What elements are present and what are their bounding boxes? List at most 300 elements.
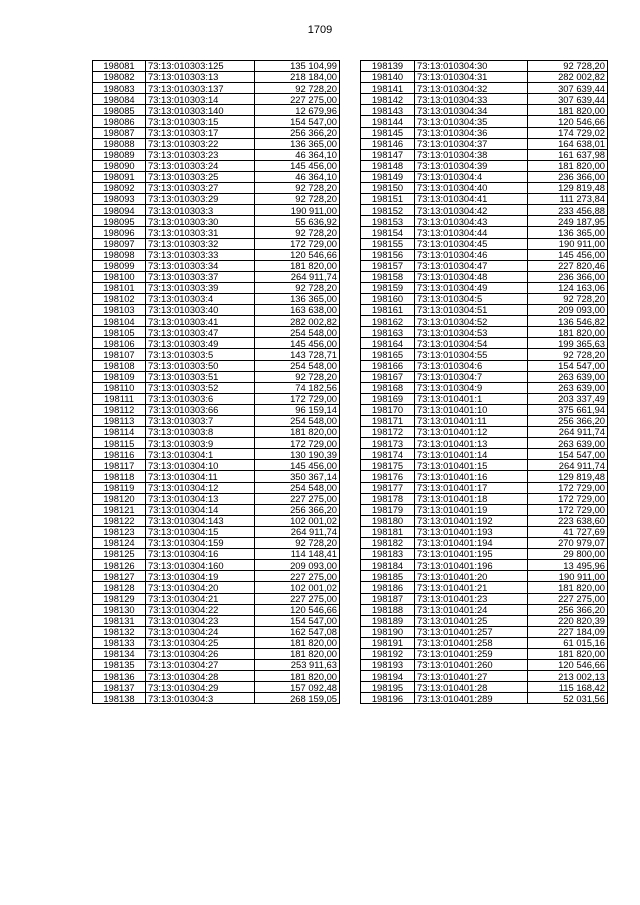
- row-number-cell: 198114: [93, 427, 146, 438]
- value-cell: 154 547,00: [528, 449, 608, 460]
- row-number-cell: 198157: [361, 260, 415, 271]
- table-row: [361, 671, 608, 682]
- value-cell: 263 639,00: [528, 382, 608, 393]
- value-cell: 41 727,69: [528, 526, 608, 537]
- value-cell: 227 275,00: [255, 94, 340, 105]
- value-cell: 209 093,00: [255, 560, 340, 571]
- table-row: [361, 271, 608, 282]
- cadastral-number-cell: 73:13:010303:15: [146, 116, 255, 127]
- value-cell: 172 729,00: [255, 238, 340, 249]
- cadastral-number-cell: 73:13:010304:15: [146, 526, 255, 537]
- value-cell: 102 001,02: [255, 582, 340, 593]
- value-cell: 161 637,98: [528, 149, 608, 160]
- cadastral-number-cell: 73:13:010304:21: [146, 593, 255, 604]
- value-cell: 61 015,16: [528, 637, 608, 648]
- value-cell: 236 366,00: [528, 171, 608, 182]
- table-row: [361, 549, 608, 560]
- row-number-cell: 198165: [361, 349, 415, 360]
- row-number-cell: 198160: [361, 293, 415, 304]
- row-number-cell: 198109: [93, 371, 146, 382]
- value-cell: 263 639,00: [528, 371, 608, 382]
- row-number-cell: 198145: [361, 127, 415, 138]
- table-row: [361, 538, 608, 549]
- row-number-cell: 198152: [361, 205, 415, 216]
- cadastral-number-cell: 73:13:010304:1: [146, 449, 255, 460]
- row-number-cell: 198184: [361, 560, 415, 571]
- table-row: [361, 682, 608, 693]
- value-cell: 190 911,00: [528, 571, 608, 582]
- cadastral-number-cell: 73:13:010401:12: [415, 427, 528, 438]
- cadastral-number-cell: 73:13:010304:10: [146, 460, 255, 471]
- row-number-cell: 198138: [93, 693, 146, 704]
- cadastral-number-cell: 73:13:010304:12: [146, 482, 255, 493]
- cadastral-number-cell: 73:13:010304:11: [146, 471, 255, 482]
- row-number-cell: 198182: [361, 538, 415, 549]
- cadastral-number-cell: 73:13:010401:14: [415, 449, 528, 460]
- row-number-cell: 198192: [361, 648, 415, 659]
- table-row: [361, 626, 608, 637]
- table-row: [93, 382, 340, 393]
- cadastral-number-cell: 73:13:010303:29: [146, 194, 255, 205]
- value-cell: 209 093,00: [528, 305, 608, 316]
- row-number-cell: 198164: [361, 338, 415, 349]
- table-row: [93, 515, 340, 526]
- cadastral-number-cell: 73:13:010304:25: [146, 637, 255, 648]
- cadastral-number-cell: 73:13:010304:34: [415, 105, 528, 116]
- cadastral-number-cell: 73:13:010303:31: [146, 227, 255, 238]
- value-cell: 55 636,92: [255, 216, 340, 227]
- value-cell: 163 638,00: [255, 305, 340, 316]
- row-number-cell: 198088: [93, 138, 146, 149]
- cadastral-number-cell: 73:13:010303:4: [146, 293, 255, 304]
- row-number-cell: 198181: [361, 526, 415, 537]
- table-row: [361, 493, 608, 504]
- cadastral-number-cell: 73:13:010401:20: [415, 571, 528, 582]
- value-cell: 154 547,00: [528, 360, 608, 371]
- cadastral-number-cell: 73:13:010401:23: [415, 593, 528, 604]
- cadastral-number-cell: 73:13:010303:24: [146, 160, 255, 171]
- row-number-cell: 198178: [361, 493, 415, 504]
- value-cell: 162 547,08: [255, 626, 340, 637]
- table-row: [361, 61, 608, 72]
- table-row: [361, 393, 608, 404]
- row-number-cell: 198106: [93, 338, 146, 349]
- cadastral-number-cell: 73:13:010304:32: [415, 83, 528, 94]
- table-row: [361, 693, 608, 704]
- cadastral-number-cell: 73:13:010304:5: [415, 293, 528, 304]
- value-cell: 92 728,20: [528, 293, 608, 304]
- row-number-cell: 198139: [361, 61, 415, 72]
- cadastral-number-cell: 73:13:010304:143: [146, 515, 255, 526]
- row-number-cell: 198098: [93, 249, 146, 260]
- value-cell: 172 729,00: [255, 393, 340, 404]
- row-number-cell: 198167: [361, 371, 415, 382]
- value-cell: 249 187,95: [528, 216, 608, 227]
- table-row: [93, 116, 340, 127]
- row-number-cell: 198115: [93, 438, 146, 449]
- value-cell: 120 546,66: [255, 249, 340, 260]
- value-cell: 227 275,00: [528, 593, 608, 604]
- cadastral-number-cell: 73:13:010304:35: [415, 116, 528, 127]
- row-number-cell: 198155: [361, 238, 415, 249]
- cadastral-number-cell: 73:13:010304:40: [415, 183, 528, 194]
- value-cell: 145 456,00: [255, 338, 340, 349]
- cadastral-number-cell: 73:13:010304:159: [146, 538, 255, 549]
- cadastral-number-cell: 73:13:010401:257: [415, 626, 528, 637]
- table-row: [93, 216, 340, 227]
- value-cell: 223 638,60: [528, 515, 608, 526]
- cadastral-number-cell: 73:13:010401:27: [415, 671, 528, 682]
- cadastral-number-cell: 73:13:010303:27: [146, 183, 255, 194]
- table-row: [93, 61, 340, 72]
- row-number-cell: 198085: [93, 105, 146, 116]
- row-number-cell: 198136: [93, 671, 146, 682]
- row-number-cell: 198105: [93, 327, 146, 338]
- cadastral-number-cell: 73:13:010303:33: [146, 249, 255, 260]
- value-cell: 120 546,66: [255, 604, 340, 615]
- cadastral-number-cell: 73:13:010303:34: [146, 260, 255, 271]
- table-row: [361, 615, 608, 626]
- table-row: [361, 293, 608, 304]
- table-row: [361, 127, 608, 138]
- cadastral-number-cell: 73:13:010303:22: [146, 138, 255, 149]
- row-number-cell: 198190: [361, 626, 415, 637]
- cadastral-number-cell: 73:13:010401:196: [415, 560, 528, 571]
- cadastral-number-cell: 73:13:010304:28: [146, 671, 255, 682]
- value-cell: 199 365,63: [528, 338, 608, 349]
- row-number-cell: 198143: [361, 105, 415, 116]
- table-row: [93, 416, 340, 427]
- value-cell: 154 547,00: [255, 116, 340, 127]
- row-number-cell: 198148: [361, 160, 415, 171]
- table-row: [361, 515, 608, 526]
- table-row: [361, 116, 608, 127]
- table-row: [361, 205, 608, 216]
- cadastral-number-cell: 73:13:010303:40: [146, 305, 255, 316]
- table-row: [93, 449, 340, 460]
- row-number-cell: 198113: [93, 416, 146, 427]
- cadastral-number-cell: 73:13:010303:37: [146, 271, 255, 282]
- value-cell: 181 820,00: [255, 671, 340, 682]
- cadastral-number-cell: 73:13:010304:41: [415, 194, 528, 205]
- value-cell: 130 190,39: [255, 449, 340, 460]
- row-number-cell: 198099: [93, 260, 146, 271]
- table-row: [361, 593, 608, 604]
- row-number-cell: 198170: [361, 404, 415, 415]
- row-number-cell: 198090: [93, 160, 146, 171]
- value-cell: 264 911,74: [255, 526, 340, 537]
- value-cell: 282 002,82: [528, 72, 608, 83]
- row-number-cell: 198135: [93, 660, 146, 671]
- table-row: [93, 127, 340, 138]
- value-cell: 256 366,20: [528, 416, 608, 427]
- table-row: [93, 183, 340, 194]
- table-row: [93, 648, 340, 659]
- table-row: [93, 637, 340, 648]
- row-number-cell: 198129: [93, 593, 146, 604]
- table-row: [361, 227, 608, 238]
- value-cell: 120 546,66: [528, 660, 608, 671]
- cadastral-number-cell: 73:13:010303:140: [146, 105, 255, 116]
- value-cell: 145 456,00: [255, 160, 340, 171]
- row-number-cell: 198172: [361, 427, 415, 438]
- cadastral-number-cell: 73:13:010304:47: [415, 260, 528, 271]
- table-row: [93, 83, 340, 94]
- row-number-cell: 198124: [93, 538, 146, 549]
- value-cell: 203 337,49: [528, 393, 608, 404]
- registry-table-left-body: [93, 61, 340, 704]
- table-row: [361, 260, 608, 271]
- cadastral-number-cell: 73:13:010304:16: [146, 549, 255, 560]
- table-row: [93, 138, 340, 149]
- cadastral-number-cell: 73:13:010304:37: [415, 138, 528, 149]
- row-number-cell: 198127: [93, 571, 146, 582]
- cadastral-number-cell: 73:13:010304:30: [415, 61, 528, 72]
- value-cell: 154 547,00: [255, 615, 340, 626]
- table-row: [93, 105, 340, 116]
- row-number-cell: 198194: [361, 671, 415, 682]
- row-number-cell: 198187: [361, 593, 415, 604]
- table-row: [93, 538, 340, 549]
- cadastral-number-cell: 73:13:010304:4: [415, 171, 528, 182]
- table-row: [93, 660, 340, 671]
- cadastral-number-cell: 73:13:010303:51: [146, 371, 255, 382]
- row-number-cell: 198089: [93, 149, 146, 160]
- table-row: [361, 471, 608, 482]
- cadastral-number-cell: 73:13:010401:28: [415, 682, 528, 693]
- row-number-cell: 198137: [93, 682, 146, 693]
- value-cell: 115 168,42: [528, 682, 608, 693]
- table-row: [93, 460, 340, 471]
- table-row: [93, 305, 340, 316]
- table-row: [93, 438, 340, 449]
- cadastral-number-cell: 73:13:010401:18: [415, 493, 528, 504]
- cadastral-number-cell: 73:13:010304:52: [415, 316, 528, 327]
- row-number-cell: 198118: [93, 471, 146, 482]
- value-cell: 190 911,00: [528, 238, 608, 249]
- cadastral-number-cell: 73:13:010304:53: [415, 327, 528, 338]
- cadastral-number-cell: 73:13:010304:29: [146, 682, 255, 693]
- value-cell: 307 639,44: [528, 83, 608, 94]
- table-row: [361, 660, 608, 671]
- value-cell: 233 456,88: [528, 205, 608, 216]
- page-number: 1709: [307, 24, 333, 36]
- value-cell: 13 495,96: [528, 560, 608, 571]
- cadastral-number-cell: 73:13:010303:125: [146, 61, 255, 72]
- table-row: [361, 371, 608, 382]
- cadastral-number-cell: 73:13:010401:10: [415, 404, 528, 415]
- value-cell: 143 728,71: [255, 349, 340, 360]
- cadastral-number-cell: 73:13:010401:19: [415, 504, 528, 515]
- table-row: [93, 682, 340, 693]
- value-cell: 254 548,00: [255, 327, 340, 338]
- value-cell: 375 661,94: [528, 404, 608, 415]
- value-cell: 102 001,02: [255, 515, 340, 526]
- cadastral-number-cell: 73:13:010303:39: [146, 282, 255, 293]
- row-number-cell: 198120: [93, 493, 146, 504]
- row-number-cell: 198091: [93, 171, 146, 182]
- row-number-cell: 198146: [361, 138, 415, 149]
- row-number-cell: 198186: [361, 582, 415, 593]
- value-cell: 92 728,20: [255, 282, 340, 293]
- table-row: [361, 216, 608, 227]
- row-number-cell: 198189: [361, 615, 415, 626]
- row-number-cell: 198195: [361, 682, 415, 693]
- cadastral-number-cell: 73:13:010401:15: [415, 460, 528, 471]
- cadastral-number-cell: 73:13:010401:11: [415, 416, 528, 427]
- cadastral-number-cell: 73:13:010401:260: [415, 660, 528, 671]
- value-cell: 172 729,00: [528, 482, 608, 493]
- cadastral-number-cell: 73:13:010304:6: [415, 360, 528, 371]
- cadastral-number-cell: 73:13:010304:43: [415, 216, 528, 227]
- table-row: [93, 693, 340, 704]
- cadastral-number-cell: 73:13:010304:27: [146, 660, 255, 671]
- row-number-cell: 198101: [93, 282, 146, 293]
- value-cell: 220 820,39: [528, 615, 608, 626]
- table-row: [361, 160, 608, 171]
- cadastral-number-cell: 73:13:010304:51: [415, 305, 528, 316]
- row-number-cell: 198142: [361, 94, 415, 105]
- value-cell: 236 366,00: [528, 271, 608, 282]
- value-cell: 181 820,00: [528, 160, 608, 171]
- value-cell: 213 002,13: [528, 671, 608, 682]
- table-row: [361, 327, 608, 338]
- value-cell: 227 275,00: [255, 493, 340, 504]
- row-number-cell: 198174: [361, 449, 415, 460]
- row-number-cell: 198102: [93, 293, 146, 304]
- cadastral-number-cell: 73:13:010304:49: [415, 282, 528, 293]
- cadastral-number-cell: 73:13:010304:9: [415, 382, 528, 393]
- row-number-cell: 198162: [361, 316, 415, 327]
- cadastral-number-cell: 73:13:010401:17: [415, 482, 528, 493]
- value-cell: 172 729,00: [255, 438, 340, 449]
- row-number-cell: 198188: [361, 604, 415, 615]
- value-cell: 29 800,00: [528, 549, 608, 560]
- table-row: [361, 449, 608, 460]
- cadastral-number-cell: 73:13:010303:14: [146, 94, 255, 105]
- row-number-cell: 198086: [93, 116, 146, 127]
- value-cell: 145 456,00: [528, 249, 608, 260]
- table-row: [93, 360, 340, 371]
- cadastral-number-cell: 73:13:010303:49: [146, 338, 255, 349]
- value-cell: 172 729,00: [528, 504, 608, 515]
- cadastral-number-cell: 73:13:010401:13: [415, 438, 528, 449]
- cadastral-number-cell: 73:13:010401:194: [415, 538, 528, 549]
- cadastral-number-cell: 73:13:010304:7: [415, 371, 528, 382]
- value-cell: 264 911,74: [255, 271, 340, 282]
- table-row: [93, 238, 340, 249]
- value-cell: 263 639,00: [528, 438, 608, 449]
- table-row: [361, 382, 608, 393]
- value-cell: 92 728,20: [528, 61, 608, 72]
- row-number-cell: 198130: [93, 604, 146, 615]
- cadastral-number-cell: 73:13:010304:55: [415, 349, 528, 360]
- value-cell: 124 163,06: [528, 282, 608, 293]
- cadastral-number-cell: 73:13:010304:45: [415, 238, 528, 249]
- table-row: [361, 305, 608, 316]
- cadastral-number-cell: 73:13:010303:23: [146, 149, 255, 160]
- cadastral-number-cell: 73:13:010303:137: [146, 83, 255, 94]
- value-cell: 254 548,00: [255, 482, 340, 493]
- value-cell: 92 728,20: [255, 538, 340, 549]
- table-row: [93, 94, 340, 105]
- cadastral-number-cell: 73:13:010303:8: [146, 427, 255, 438]
- table-row: [93, 327, 340, 338]
- row-number-cell: 198144: [361, 116, 415, 127]
- table-row: [93, 171, 340, 182]
- cadastral-number-cell: 73:13:010303:3: [146, 205, 255, 216]
- row-number-cell: 198083: [93, 83, 146, 94]
- table-row: [93, 249, 340, 260]
- table-row: [361, 105, 608, 116]
- table-row: [361, 637, 608, 648]
- cadastral-number-cell: 73:13:010304:36: [415, 127, 528, 138]
- cadastral-number-cell: 73:13:010401:21: [415, 582, 528, 593]
- row-number-cell: 198128: [93, 582, 146, 593]
- cadastral-number-cell: 73:13:010304:39: [415, 160, 528, 171]
- row-number-cell: 198161: [361, 305, 415, 316]
- table-row: [361, 138, 608, 149]
- cadastral-number-cell: 73:13:010303:6: [146, 393, 255, 404]
- row-number-cell: 198116: [93, 449, 146, 460]
- table-row: [93, 427, 340, 438]
- value-cell: 181 820,00: [528, 582, 608, 593]
- value-cell: 136 365,00: [255, 138, 340, 149]
- cadastral-number-cell: 73:13:010304:3: [146, 693, 255, 704]
- value-cell: 227 820,46: [528, 260, 608, 271]
- table-row: [361, 438, 608, 449]
- value-cell: 254 548,00: [255, 416, 340, 427]
- value-cell: 256 366,20: [528, 604, 608, 615]
- table-row: [361, 94, 608, 105]
- value-cell: 264 911,74: [528, 460, 608, 471]
- table-row: [361, 604, 608, 615]
- table-row: [93, 149, 340, 160]
- cadastral-number-cell: 73:13:010304:14: [146, 504, 255, 515]
- table-row: [93, 560, 340, 571]
- value-cell: 218 184,00: [255, 72, 340, 83]
- table-row: [93, 471, 340, 482]
- row-number-cell: 198150: [361, 183, 415, 194]
- value-cell: 92 728,20: [255, 371, 340, 382]
- row-number-cell: 198082: [93, 72, 146, 83]
- value-cell: 135 104,99: [255, 61, 340, 72]
- value-cell: 145 456,00: [255, 460, 340, 471]
- cadastral-number-cell: 73:13:010303:9: [146, 438, 255, 449]
- cadastral-number-cell: 73:13:010304:23: [146, 615, 255, 626]
- value-cell: 92 728,20: [255, 83, 340, 94]
- table-row: [361, 171, 608, 182]
- cadastral-number-cell: 73:13:010304:54: [415, 338, 528, 349]
- table-row: [93, 316, 340, 327]
- cadastral-number-cell: 73:13:010401:24: [415, 604, 528, 615]
- table-row: [361, 571, 608, 582]
- row-number-cell: 198173: [361, 438, 415, 449]
- row-number-cell: 198096: [93, 227, 146, 238]
- table-row: [93, 160, 340, 171]
- table-row: [361, 560, 608, 571]
- value-cell: 52 031,56: [528, 693, 608, 704]
- value-cell: 92 728,20: [255, 183, 340, 194]
- value-cell: 181 820,00: [255, 260, 340, 271]
- row-number-cell: 198183: [361, 549, 415, 560]
- cadastral-number-cell: 73:13:010303:5: [146, 349, 255, 360]
- registry-table-right: [360, 60, 608, 704]
- table-row: [361, 416, 608, 427]
- table-row: [361, 360, 608, 371]
- table-row: [93, 72, 340, 83]
- row-number-cell: 198122: [93, 515, 146, 526]
